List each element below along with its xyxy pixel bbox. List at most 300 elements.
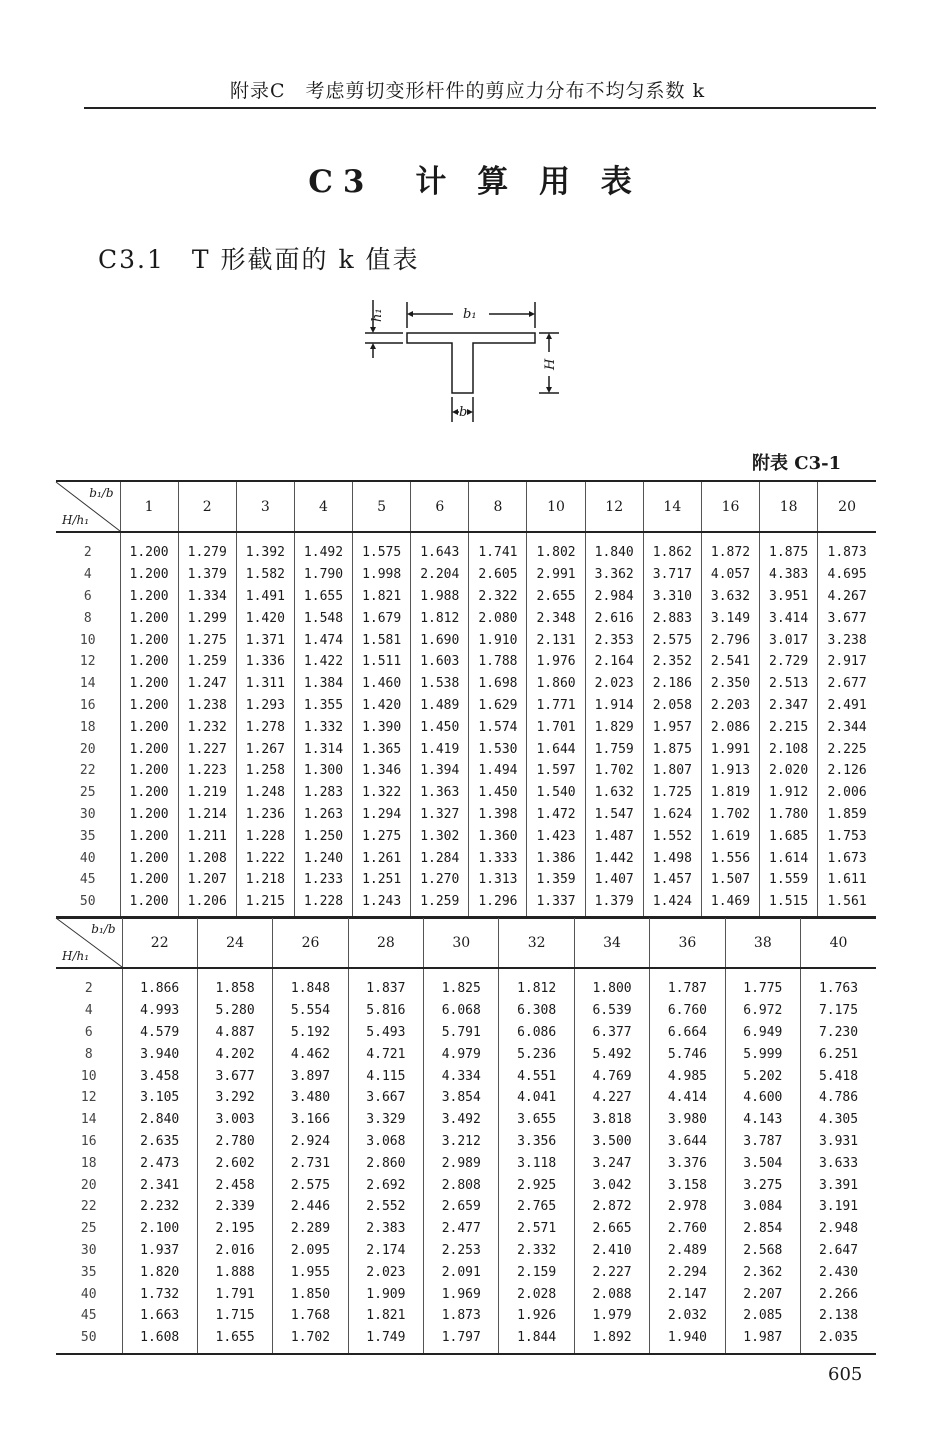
k-table-part-1 — [56, 480, 876, 919]
row-header: 40 — [80, 1286, 97, 1302]
table-cell: 1.333 — [469, 847, 527, 869]
table-cell: 1.278 — [236, 716, 294, 738]
table-cell: 1.812 — [499, 968, 574, 1000]
table-cell: 1.379 — [178, 564, 236, 586]
table-cell: 2.575 — [643, 629, 701, 651]
diagram-label-b: b — [459, 405, 468, 420]
table-cell: 1.279 — [178, 532, 236, 564]
table-cell: 2.006 — [818, 782, 876, 804]
table-cell: 1.763 — [801, 968, 876, 1000]
table-cell: 2.575 — [273, 1174, 348, 1196]
table-cell: 5.999 — [725, 1043, 800, 1065]
table-cell: 2.232 — [122, 1196, 197, 1218]
table-cell: 3.633 — [801, 1152, 876, 1174]
table-row — [56, 825, 876, 847]
table-cell: 3.275 — [725, 1174, 800, 1196]
column-header: 6 — [411, 481, 469, 532]
table-cell: 4.462 — [273, 1043, 348, 1065]
table-cell: 3.391 — [801, 1174, 876, 1196]
table-cell: 1.311 — [236, 673, 294, 695]
table-cell: 5.280 — [197, 1000, 272, 1022]
table-cell: 1.632 — [585, 782, 643, 804]
table-cell: 1.258 — [236, 760, 294, 782]
table-cell: 2.458 — [197, 1174, 272, 1196]
header-rule — [84, 107, 876, 109]
table-cell: 2.924 — [273, 1131, 348, 1153]
table-cell: 1.507 — [701, 869, 759, 891]
table-cell: 1.489 — [411, 695, 469, 717]
table-row — [56, 738, 876, 760]
table-cell: 1.263 — [294, 804, 352, 826]
diagram-label-H: H — [543, 358, 558, 370]
table-row — [56, 1327, 876, 1354]
table-cell: 1.926 — [499, 1305, 574, 1327]
table-cell: 2.100 — [122, 1218, 197, 1240]
table-cell: 3.149 — [701, 607, 759, 629]
table-cell: 6.086 — [499, 1022, 574, 1044]
table-cell: 1.407 — [585, 869, 643, 891]
table-cell: 3.247 — [574, 1152, 649, 1174]
table-cell: 1.690 — [411, 629, 469, 651]
table-cell: 1.771 — [527, 695, 585, 717]
column-header: 36 — [650, 917, 725, 968]
table-cell: 1.275 — [178, 629, 236, 651]
table-cell: 1.673 — [818, 847, 876, 869]
subsection-title: C3.1 T 形截面的 k 值表 — [98, 245, 420, 274]
table-cell: 1.582 — [236, 564, 294, 586]
table-cell: 2.322 — [469, 586, 527, 608]
table-cell: 1.371 — [236, 629, 294, 651]
table-cell: 1.866 — [122, 968, 197, 1000]
column-header: 10 — [527, 481, 585, 532]
table-cell: 1.293 — [236, 695, 294, 717]
table-cell: 6.068 — [424, 1000, 499, 1022]
table-cell: 1.487 — [585, 825, 643, 847]
table-cell: 2.616 — [585, 607, 643, 629]
table-cell: 2.984 — [585, 586, 643, 608]
table-cell: 2.840 — [122, 1109, 197, 1131]
row-header: 25 — [80, 1221, 97, 1237]
column-header: 34 — [574, 917, 649, 968]
page-number: 605 — [828, 1364, 863, 1385]
table-cell: 3.017 — [760, 629, 818, 651]
table-cell: 2.647 — [801, 1240, 876, 1262]
table-cell: 1.797 — [424, 1327, 499, 1354]
table-cell: 4.143 — [725, 1109, 800, 1131]
table-cell: 1.655 — [294, 586, 352, 608]
table-row — [56, 891, 876, 918]
table-row — [56, 1022, 876, 1044]
row-header: 20 — [79, 741, 96, 757]
table-cell: 2.266 — [801, 1283, 876, 1305]
table-cell: 2.665 — [574, 1218, 649, 1240]
table-cell: 1.284 — [411, 847, 469, 869]
table-cell: 1.296 — [469, 891, 527, 918]
table-cell: 2.410 — [574, 1240, 649, 1262]
table-cell: 2.341 — [122, 1174, 197, 1196]
table-cell: 2.294 — [650, 1261, 725, 1283]
table-cell: 2.020 — [760, 760, 818, 782]
row-header: 18 — [79, 719, 96, 735]
table-cell: 1.261 — [353, 847, 411, 869]
table-cell: 1.859 — [818, 804, 876, 826]
corner-label-b1-over-b: b₁/b — [89, 486, 114, 500]
table-cell: 2.477 — [424, 1218, 499, 1240]
table-cell: 1.270 — [411, 869, 469, 891]
table-cell: 1.559 — [760, 869, 818, 891]
table-cell: 3.068 — [348, 1131, 423, 1153]
table-cell: 1.422 — [294, 651, 352, 673]
table-cell: 1.223 — [178, 760, 236, 782]
corner-header — [56, 917, 122, 968]
table-cell: 2.883 — [643, 607, 701, 629]
table-cell: 3.818 — [574, 1109, 649, 1131]
column-header: 14 — [643, 481, 701, 532]
table-cell: 2.659 — [424, 1196, 499, 1218]
table-cell: 1.812 — [411, 607, 469, 629]
table-cell: 1.912 — [760, 782, 818, 804]
table-cell: 3.212 — [424, 1131, 499, 1153]
table-row — [56, 1109, 876, 1131]
row-header: 22 — [80, 1199, 97, 1215]
table-row — [56, 782, 876, 804]
table-row — [56, 532, 876, 564]
table-cell: 2.344 — [818, 716, 876, 738]
table-cell: 1.957 — [643, 716, 701, 738]
table-cell: 4.985 — [650, 1065, 725, 1087]
table-row — [56, 847, 876, 869]
column-header: 16 — [701, 481, 759, 532]
table-cell: 1.240 — [294, 847, 352, 869]
column-header: 26 — [273, 917, 348, 968]
table-cell: 1.313 — [469, 869, 527, 891]
table-cell: 4.721 — [348, 1043, 423, 1065]
table-cell: 1.840 — [585, 532, 643, 564]
table-cell: 1.215 — [236, 891, 294, 918]
table-row — [56, 673, 876, 695]
table-cell: 3.118 — [499, 1152, 574, 1174]
table-cell: 1.275 — [353, 825, 411, 847]
row-header: 14 — [79, 676, 96, 692]
row-header: 25 — [79, 785, 96, 801]
table-cell: 1.214 — [178, 804, 236, 826]
table-cell: 3.500 — [574, 1131, 649, 1153]
table-cell: 1.259 — [178, 651, 236, 673]
table-cell: 1.702 — [273, 1327, 348, 1354]
table-cell: 1.552 — [643, 825, 701, 847]
table-row — [56, 1043, 876, 1065]
table-cell: 1.208 — [178, 847, 236, 869]
row-header: 18 — [80, 1155, 97, 1171]
table-cell: 2.195 — [197, 1218, 272, 1240]
table-cell: 1.450 — [469, 782, 527, 804]
table-cell: 4.786 — [801, 1087, 876, 1109]
row-header: 20 — [80, 1177, 97, 1193]
table-cell: 2.729 — [760, 651, 818, 673]
table-cell: 1.236 — [236, 804, 294, 826]
table-cell: 2.095 — [273, 1240, 348, 1262]
table-cell: 2.948 — [801, 1218, 876, 1240]
table-cell: 1.200 — [120, 716, 178, 738]
table-row — [56, 1152, 876, 1174]
table-cell: 3.158 — [650, 1174, 725, 1196]
table-cell: 1.390 — [353, 716, 411, 738]
table-cell: 2.339 — [197, 1196, 272, 1218]
table-cell: 1.988 — [411, 586, 469, 608]
table-cell: 2.383 — [348, 1218, 423, 1240]
row-header: 45 — [80, 1308, 97, 1324]
table-cell: 2.602 — [197, 1152, 272, 1174]
column-header: 38 — [725, 917, 800, 968]
table-cell: 1.200 — [120, 564, 178, 586]
table-cell: 1.424 — [643, 891, 701, 918]
row-header: 22 — [79, 763, 96, 779]
table-cell: 1.232 — [178, 716, 236, 738]
row-header: 50 — [56, 1327, 122, 1354]
table-cell: 1.419 — [411, 738, 469, 760]
table-cell: 2.028 — [499, 1283, 574, 1305]
table-cell: 7.230 — [801, 1022, 876, 1044]
table-cell: 1.629 — [469, 695, 527, 717]
table-cell: 3.980 — [650, 1109, 725, 1131]
table-cell: 1.332 — [294, 716, 352, 738]
table-cell: 5.236 — [499, 1043, 574, 1065]
table-cell: 3.655 — [499, 1109, 574, 1131]
table-cell: 1.802 — [527, 532, 585, 564]
table-cell: 1.979 — [574, 1305, 649, 1327]
table-cell: 1.875 — [643, 738, 701, 760]
table-cell: 1.829 — [585, 716, 643, 738]
table-cell: 2.186 — [643, 673, 701, 695]
row-header: 12 — [79, 654, 96, 670]
table-row — [56, 607, 876, 629]
table-cell: 3.504 — [725, 1152, 800, 1174]
row-header: 12 — [80, 1090, 97, 1106]
table-cell: 2.032 — [650, 1305, 725, 1327]
row-header: 6 — [83, 588, 92, 604]
table-cell: 1.556 — [701, 847, 759, 869]
table-cell: 2.147 — [650, 1283, 725, 1305]
column-header: 2 — [178, 481, 236, 532]
table-cell: 1.655 — [197, 1327, 272, 1354]
table-cell: 2.677 — [818, 673, 876, 695]
row-header: 6 — [84, 1024, 93, 1040]
table-cell: 3.458 — [122, 1065, 197, 1087]
table-row — [56, 1065, 876, 1087]
table-cell: 4.334 — [424, 1065, 499, 1087]
column-header: 8 — [469, 481, 527, 532]
table-cell: 2.215 — [760, 716, 818, 738]
table-cell: 1.359 — [527, 869, 585, 891]
table-cell: 1.511 — [353, 651, 411, 673]
table-cell: 1.575 — [353, 532, 411, 564]
table-cell: 1.780 — [760, 804, 818, 826]
table-cell: 2.635 — [122, 1131, 197, 1153]
table-cell: 2.989 — [424, 1152, 499, 1174]
table-cell: 1.302 — [411, 825, 469, 847]
table-cell: 1.200 — [120, 532, 178, 564]
t-section-outline — [407, 333, 535, 393]
table-cell: 2.058 — [643, 695, 701, 717]
table-cell: 4.695 — [818, 564, 876, 586]
table-cell: 2.925 — [499, 1174, 574, 1196]
table-cell: 1.644 — [527, 738, 585, 760]
table-cell: 1.702 — [701, 804, 759, 826]
table-cell: 5.493 — [348, 1022, 423, 1044]
table-cell: 1.753 — [818, 825, 876, 847]
table-cell: 1.862 — [643, 532, 701, 564]
table-cell: 1.386 — [527, 847, 585, 869]
table-row — [56, 586, 876, 608]
table-cell: 1.685 — [760, 825, 818, 847]
table-cell: 1.515 — [760, 891, 818, 918]
table-row — [56, 760, 876, 782]
table-cell: 6.664 — [650, 1022, 725, 1044]
table-cell: 1.821 — [348, 1305, 423, 1327]
table-cell: 1.791 — [197, 1283, 272, 1305]
table-cell: 1.474 — [294, 629, 352, 651]
table-row — [56, 1131, 876, 1153]
table-cell: 1.858 — [197, 968, 272, 1000]
table-cell: 1.759 — [585, 738, 643, 760]
table-row — [56, 1174, 876, 1196]
table-cell: 6.760 — [650, 1000, 725, 1022]
table-cell: 1.825 — [424, 968, 499, 1000]
corner-label-H-over-h1: H/h₁ — [62, 513, 90, 527]
table-cell: 5.418 — [801, 1065, 876, 1087]
diagram-label-h1: h₁ — [370, 308, 385, 322]
table-cell: 2.541 — [701, 651, 759, 673]
table-cell: 5.492 — [574, 1043, 649, 1065]
column-header: 40 — [801, 917, 876, 968]
table-cell: 2.164 — [585, 651, 643, 673]
table-row — [56, 716, 876, 738]
table-cell: 1.423 — [527, 825, 585, 847]
table-cell: 1.715 — [197, 1305, 272, 1327]
table-cell: 1.200 — [120, 869, 178, 891]
table-cell: 1.363 — [411, 782, 469, 804]
table-cell: 1.603 — [411, 651, 469, 673]
column-header: 4 — [294, 481, 352, 532]
row-header: 30 — [80, 1242, 97, 1258]
table-cell: 1.384 — [294, 673, 352, 695]
table-cell: 2.571 — [499, 1218, 574, 1240]
table-cell: 2.352 — [643, 651, 701, 673]
table-cell: 1.314 — [294, 738, 352, 760]
table-cell: 5.746 — [650, 1043, 725, 1065]
table-cell: 1.998 — [353, 564, 411, 586]
table-cell: 1.365 — [353, 738, 411, 760]
table-cell: 2.446 — [273, 1196, 348, 1218]
table-cell: 1.679 — [353, 607, 411, 629]
table-row — [56, 1196, 876, 1218]
table-cell: 1.200 — [120, 586, 178, 608]
table-cell: 3.238 — [818, 629, 876, 651]
table-cell: 1.698 — [469, 673, 527, 695]
table-cell: 2.552 — [348, 1196, 423, 1218]
table-cell: 1.741 — [469, 532, 527, 564]
table-cell: 2.023 — [585, 673, 643, 695]
table-cell: 1.540 — [527, 782, 585, 804]
table-cell: 3.632 — [701, 586, 759, 608]
row-header: 10 — [79, 632, 96, 648]
table-cell: 1.442 — [585, 847, 643, 869]
table-cell: 3.166 — [273, 1109, 348, 1131]
section-title: C3 计 算 用 表 — [308, 164, 642, 200]
table-cell: 5.192 — [273, 1022, 348, 1044]
table-cell: 1.821 — [353, 586, 411, 608]
table-cell: 1.530 — [469, 738, 527, 760]
table-cell: 1.250 — [294, 825, 352, 847]
table-cell: 1.888 — [197, 1261, 272, 1283]
table-cell: 1.200 — [120, 782, 178, 804]
table-cell: 3.644 — [650, 1131, 725, 1153]
table-cell: 3.376 — [650, 1152, 725, 1174]
table-cell: 1.450 — [411, 716, 469, 738]
table-cell: 1.498 — [643, 847, 701, 869]
table-row — [56, 629, 876, 651]
table-cell: 4.979 — [424, 1043, 499, 1065]
table-cell: 1.420 — [353, 695, 411, 717]
row-header: 16 — [80, 1133, 97, 1149]
row-header: 16 — [79, 697, 96, 713]
table-cell: 2.253 — [424, 1240, 499, 1262]
table-cell: 3.105 — [122, 1087, 197, 1109]
table-cell: 7.175 — [801, 1000, 876, 1022]
table-cell: 2.086 — [701, 716, 759, 738]
table-cell: 1.725 — [643, 782, 701, 804]
table-row — [56, 1305, 876, 1327]
table-cell: 1.259 — [411, 891, 469, 918]
table-cell: 1.472 — [527, 804, 585, 826]
table-cell: 1.860 — [527, 673, 585, 695]
table-cell: 1.768 — [273, 1305, 348, 1327]
table-cell: 1.848 — [273, 968, 348, 1000]
table-cell: 1.619 — [701, 825, 759, 847]
table-cell: 1.200 — [120, 847, 178, 869]
table-cell: 4.041 — [499, 1087, 574, 1109]
column-header: 22 — [122, 917, 197, 968]
table-cell: 1.200 — [120, 760, 178, 782]
table-cell: 1.914 — [585, 695, 643, 717]
table-cell: 2.978 — [650, 1196, 725, 1218]
table-cell: 1.200 — [120, 629, 178, 651]
table-cell: 3.677 — [197, 1065, 272, 1087]
table-cell: 6.949 — [725, 1022, 800, 1044]
table-cell: 1.200 — [120, 607, 178, 629]
table-cell: 1.398 — [469, 804, 527, 826]
table-cell: 3.329 — [348, 1109, 423, 1131]
table-cell: 1.913 — [701, 760, 759, 782]
table-cell: 1.850 — [273, 1283, 348, 1305]
t-section-diagram — [355, 292, 558, 427]
table-cell: 3.667 — [348, 1087, 423, 1109]
table-cell: 2.350 — [701, 673, 759, 695]
table-cell: 4.600 — [725, 1087, 800, 1109]
table-cell: 1.937 — [122, 1240, 197, 1262]
table-cell: 2.353 — [585, 629, 643, 651]
table-row — [56, 564, 876, 586]
running-head: 附录C 考虑剪切变形杆件的剪应力分布不均匀系数 k — [230, 80, 706, 102]
table-cell: 1.492 — [294, 532, 352, 564]
table-cell: 1.207 — [178, 869, 236, 891]
table-cell: 2.808 — [424, 1174, 499, 1196]
table-cell: 1.460 — [353, 673, 411, 695]
table-cell: 1.247 — [178, 673, 236, 695]
table-cell: 1.547 — [585, 804, 643, 826]
table-cell: 2.872 — [574, 1196, 649, 1218]
table-cell: 1.987 — [725, 1327, 800, 1354]
